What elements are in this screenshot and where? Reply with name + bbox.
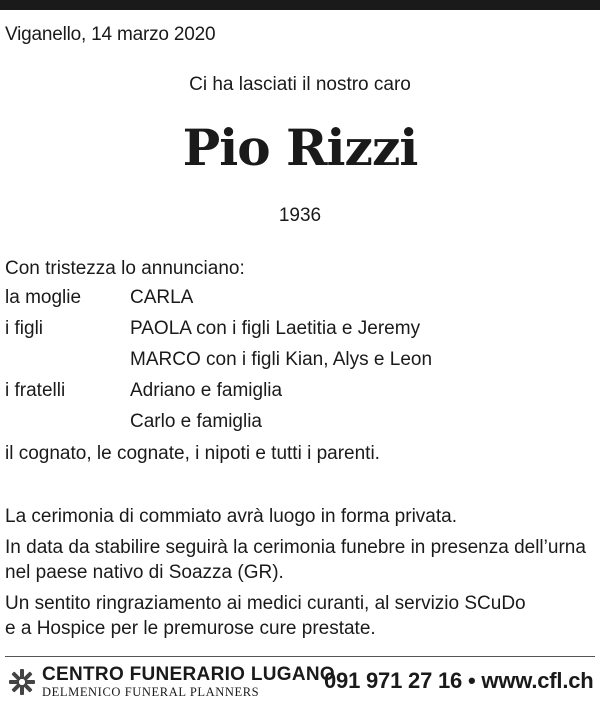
birth-year: 1936	[278, 205, 322, 226]
thanks-text-line-2: e a Hospice per le premurose cure prestate.	[5, 618, 376, 639]
cross-flower-logo-icon	[8, 668, 36, 696]
funeral-home-name: CENTRO FUNERARIO LUGANO	[42, 664, 335, 685]
funeral-home-subtitle: DELMENICO FUNERAL PLANNERS	[42, 685, 260, 699]
funeral-text-line-2: nel paese nativo di Soazza (GR).	[5, 562, 284, 583]
relative-names: Adriano e famiglia	[130, 380, 283, 401]
relative-names: PAOLA con i figli Laetitia e Jeremy	[130, 318, 421, 339]
top-rule	[0, 0, 600, 10]
other-relatives: il cognato, le cognate, i nipoti e tutti i parenti.	[5, 443, 380, 464]
place-date: Viganello, 14 marzo 2020	[5, 24, 216, 45]
relative-names: MARCO con i figli Kian, Alys e Leon	[130, 349, 433, 370]
relative-names: Carlo e famiglia	[130, 411, 262, 432]
funeral-home-contact: 091 971 27 16 • www.cfl.ch	[324, 668, 594, 693]
intro-text: Ci ha lasciati il nostro caro	[189, 74, 411, 95]
relative-names: CARLA	[130, 287, 194, 308]
ceremony-text: La cerimonia di commiato avrà luogo in forma privata.	[5, 506, 457, 527]
footer-divider	[5, 656, 595, 657]
relation-label: i figli	[5, 318, 44, 339]
relation-label: i fratelli	[5, 380, 66, 401]
deceased-name: Pio Rizzi	[182, 118, 418, 177]
thanks-text-line-1: Un sentito ringraziamento ai medici curanti, al servizio SCuDo	[5, 593, 526, 614]
relation-label: la moglie	[5, 287, 82, 308]
announcement: Con tristezza lo annunciano:	[5, 258, 245, 279]
funeral-text-line-1: In data da stabilire seguirà la cerimonia funebre in presenza dell’urna	[5, 537, 586, 558]
